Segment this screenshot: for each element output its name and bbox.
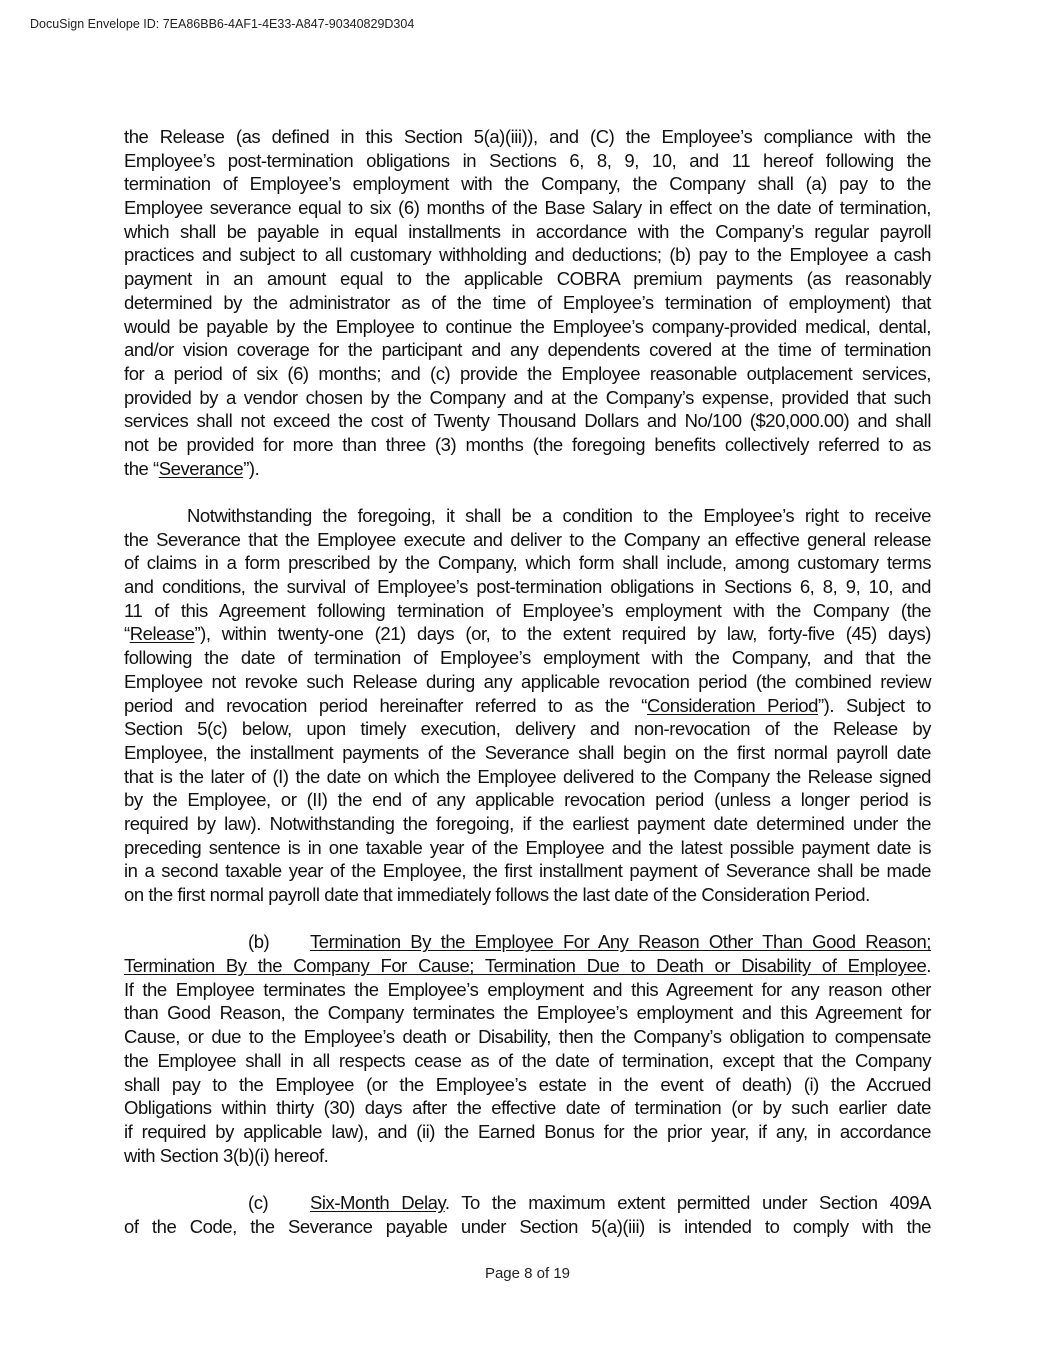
text-line: and/or vision coverage for the participant and any dependents covered at the time of termination <box>124 339 931 361</box>
paragraph-gap <box>124 480 931 504</box>
text-line: practices and subject to all customary withholding and deductions; (b) pay to the Employee a cash <box>124 244 931 266</box>
text-line: not be provided for more than three (3) months (the foregoing benefits collectively referred to as <box>124 433 931 455</box>
text-line: the “Severance”). <box>124 457 260 479</box>
text-line: if required by applicable law), and (ii) the Earned Bonus for the prior year, if any, in accordance <box>124 1120 931 1142</box>
text-line: Notwithstanding the foregoing, it shall be a condition to the Employee’s right to receive <box>187 505 931 526</box>
document-page-body <box>124 125 931 1238</box>
text-line: services shall not exceed the cost of Twenty Thousand Dollars and No/100 ($20,000.00) and shall <box>124 410 931 432</box>
text-line: following the date of termination of Employee’s employment with the Company, and that the <box>124 647 931 669</box>
text-line: period and revocation period hereinafter referred to as the “Consideration Period”). Subject to <box>124 694 931 716</box>
text-line: by the Employee, or (II) the end of any applicable revocation period (unless a longer period is <box>124 789 931 811</box>
section-b-termination <box>124 930 931 1167</box>
text-line: Section 5(c) below, upon timely execution, delivery and non-revocation of the Release by <box>124 718 931 740</box>
text-line: “Release”), within twenty-one (21) days (or, to the extent required by law, forty-five (45) days) <box>124 623 931 645</box>
text-line: Obligations within thirty (30) days after the effective date of termination (or by such earlier date <box>124 1097 931 1119</box>
paragraph-severance-terms <box>124 125 931 480</box>
text-line: Cause, or due to the Employee’s death or Disability, then the Company’s obligation to compensate <box>124 1026 931 1048</box>
paragraph-gap <box>124 907 931 931</box>
text-line: the Severance that the Employee execute and deliver to the Company an effective general release <box>124 528 931 550</box>
text-line: determined by the administrator as of the time of Employee’s termination of employment) that <box>124 291 931 313</box>
section-label: (b) <box>248 931 270 953</box>
text-line: Employee severance equal to six (6) months of the Base Salary in effect on the date of termination, <box>124 197 931 219</box>
text-line: preceding sentence is in one taxable year of the Employee and the latest possible payment date is <box>124 836 931 858</box>
docusign-envelope-id: DocuSign Envelope ID: 7EA86BB6-4AF1-4E33-A847-90340829D304 <box>30 17 415 31</box>
text-line: Employee’s post-termination obligations in Sections 6, 8, 9, 10, and 11 hereof following the <box>124 149 931 171</box>
text-line: would be payable by the Employee to continue the Employee’s company-provided medical, dental, <box>124 315 931 337</box>
text-line: and conditions, the survival of Employee’s post-termination obligations in Sections 6, 8, 9, 10, and <box>124 576 931 598</box>
section-heading: Six-Month Delay <box>310 1191 445 1213</box>
paragraph-gap <box>124 1167 931 1191</box>
defined-term-release: Release <box>129 623 195 645</box>
text-line: the Employee shall in all respects cease as of the date of termination, except that the Company <box>124 1049 931 1071</box>
text-line: Employee, the installment payments of the Severance shall begin on the first normal payroll date <box>124 741 931 763</box>
text-line: required by law). Notwithstanding the foregoing, if the earliest payment date determined under the <box>124 812 931 834</box>
text-line: Employee not revoke such Release during any applicable revocation period (the combined review <box>124 670 931 692</box>
text-line: the Release (as defined in this Section 5(a)(iii)), and (C) the Employee’s compliance with the <box>124 126 931 147</box>
page-number: Page 8 of 19 <box>484 1265 571 1282</box>
section-c-six-month-delay <box>124 1191 931 1238</box>
paragraph-release-condition <box>124 504 931 907</box>
text-line: of claims in a form prescribed by the Company, which form shall include, among customary terms <box>124 552 931 574</box>
section-label: (c) <box>248 1191 269 1213</box>
text-line: in a second taxable year of the Employee, the first installment payment of Severance shall be made <box>124 860 931 882</box>
section-heading: Termination By the Company For Cause; Termination Due to Death or Disability of Employee <box>124 955 927 977</box>
text-line: with Section 3(b)(i) hereof. <box>124 1144 329 1166</box>
text-line: If the Employee terminates the Employee’s employment and this Agreement for any reason other <box>124 978 931 1000</box>
text-line: which shall be payable in equal installments in accordance with the Company’s regular payroll <box>124 220 931 242</box>
text-line: payment in an amount equal to the applicable COBRA premium payments (as reasonably <box>124 268 931 290</box>
text-line: shall pay to the Employee (or the Employee’s estate in the event of death) (i) the Accrued <box>124 1073 931 1095</box>
text-line: on the first normal payroll date that immediately follows the last date of the Consideration Period. <box>124 884 870 905</box>
text-line: 11 of this Agreement following termination of Employee’s employment with the Company (the <box>124 599 931 621</box>
text-line: termination of Employee’s employment with the Company, the Company shall (a) pay to the <box>124 173 931 195</box>
defined-term-consideration-period: Consideration Period <box>646 694 818 716</box>
text-line: than Good Reason, the Company terminates the Employee’s employment and this Agreement for <box>124 1002 931 1024</box>
text-line: that is the later of (I) the date on which the Employee delivered to the Company the Release signed <box>124 765 931 787</box>
defined-term-severance: Severance <box>158 457 244 479</box>
text-line: of the Code, the Severance payable under Section 5(a)(iii) is intended to comply with the <box>124 1215 931 1237</box>
section-heading-line <box>124 930 931 954</box>
section-heading-line: (c) Six-Month Delay. To the maximum extent permitted under Section 409A <box>248 1191 932 1213</box>
text-line: for a period of six (6) months; and (c) provide the Employee reasonable outplacement services, <box>124 362 931 384</box>
section-heading-line: Termination By the Company For Cause; Termination Due to Death or Disability of Employee. <box>124 955 931 977</box>
text-line: provided by a vendor chosen by the Company and at the Company’s expense, provided that such <box>124 386 931 408</box>
section-heading: Termination By the Employee For Any Reason Other Than Good Reason; <box>310 931 931 953</box>
